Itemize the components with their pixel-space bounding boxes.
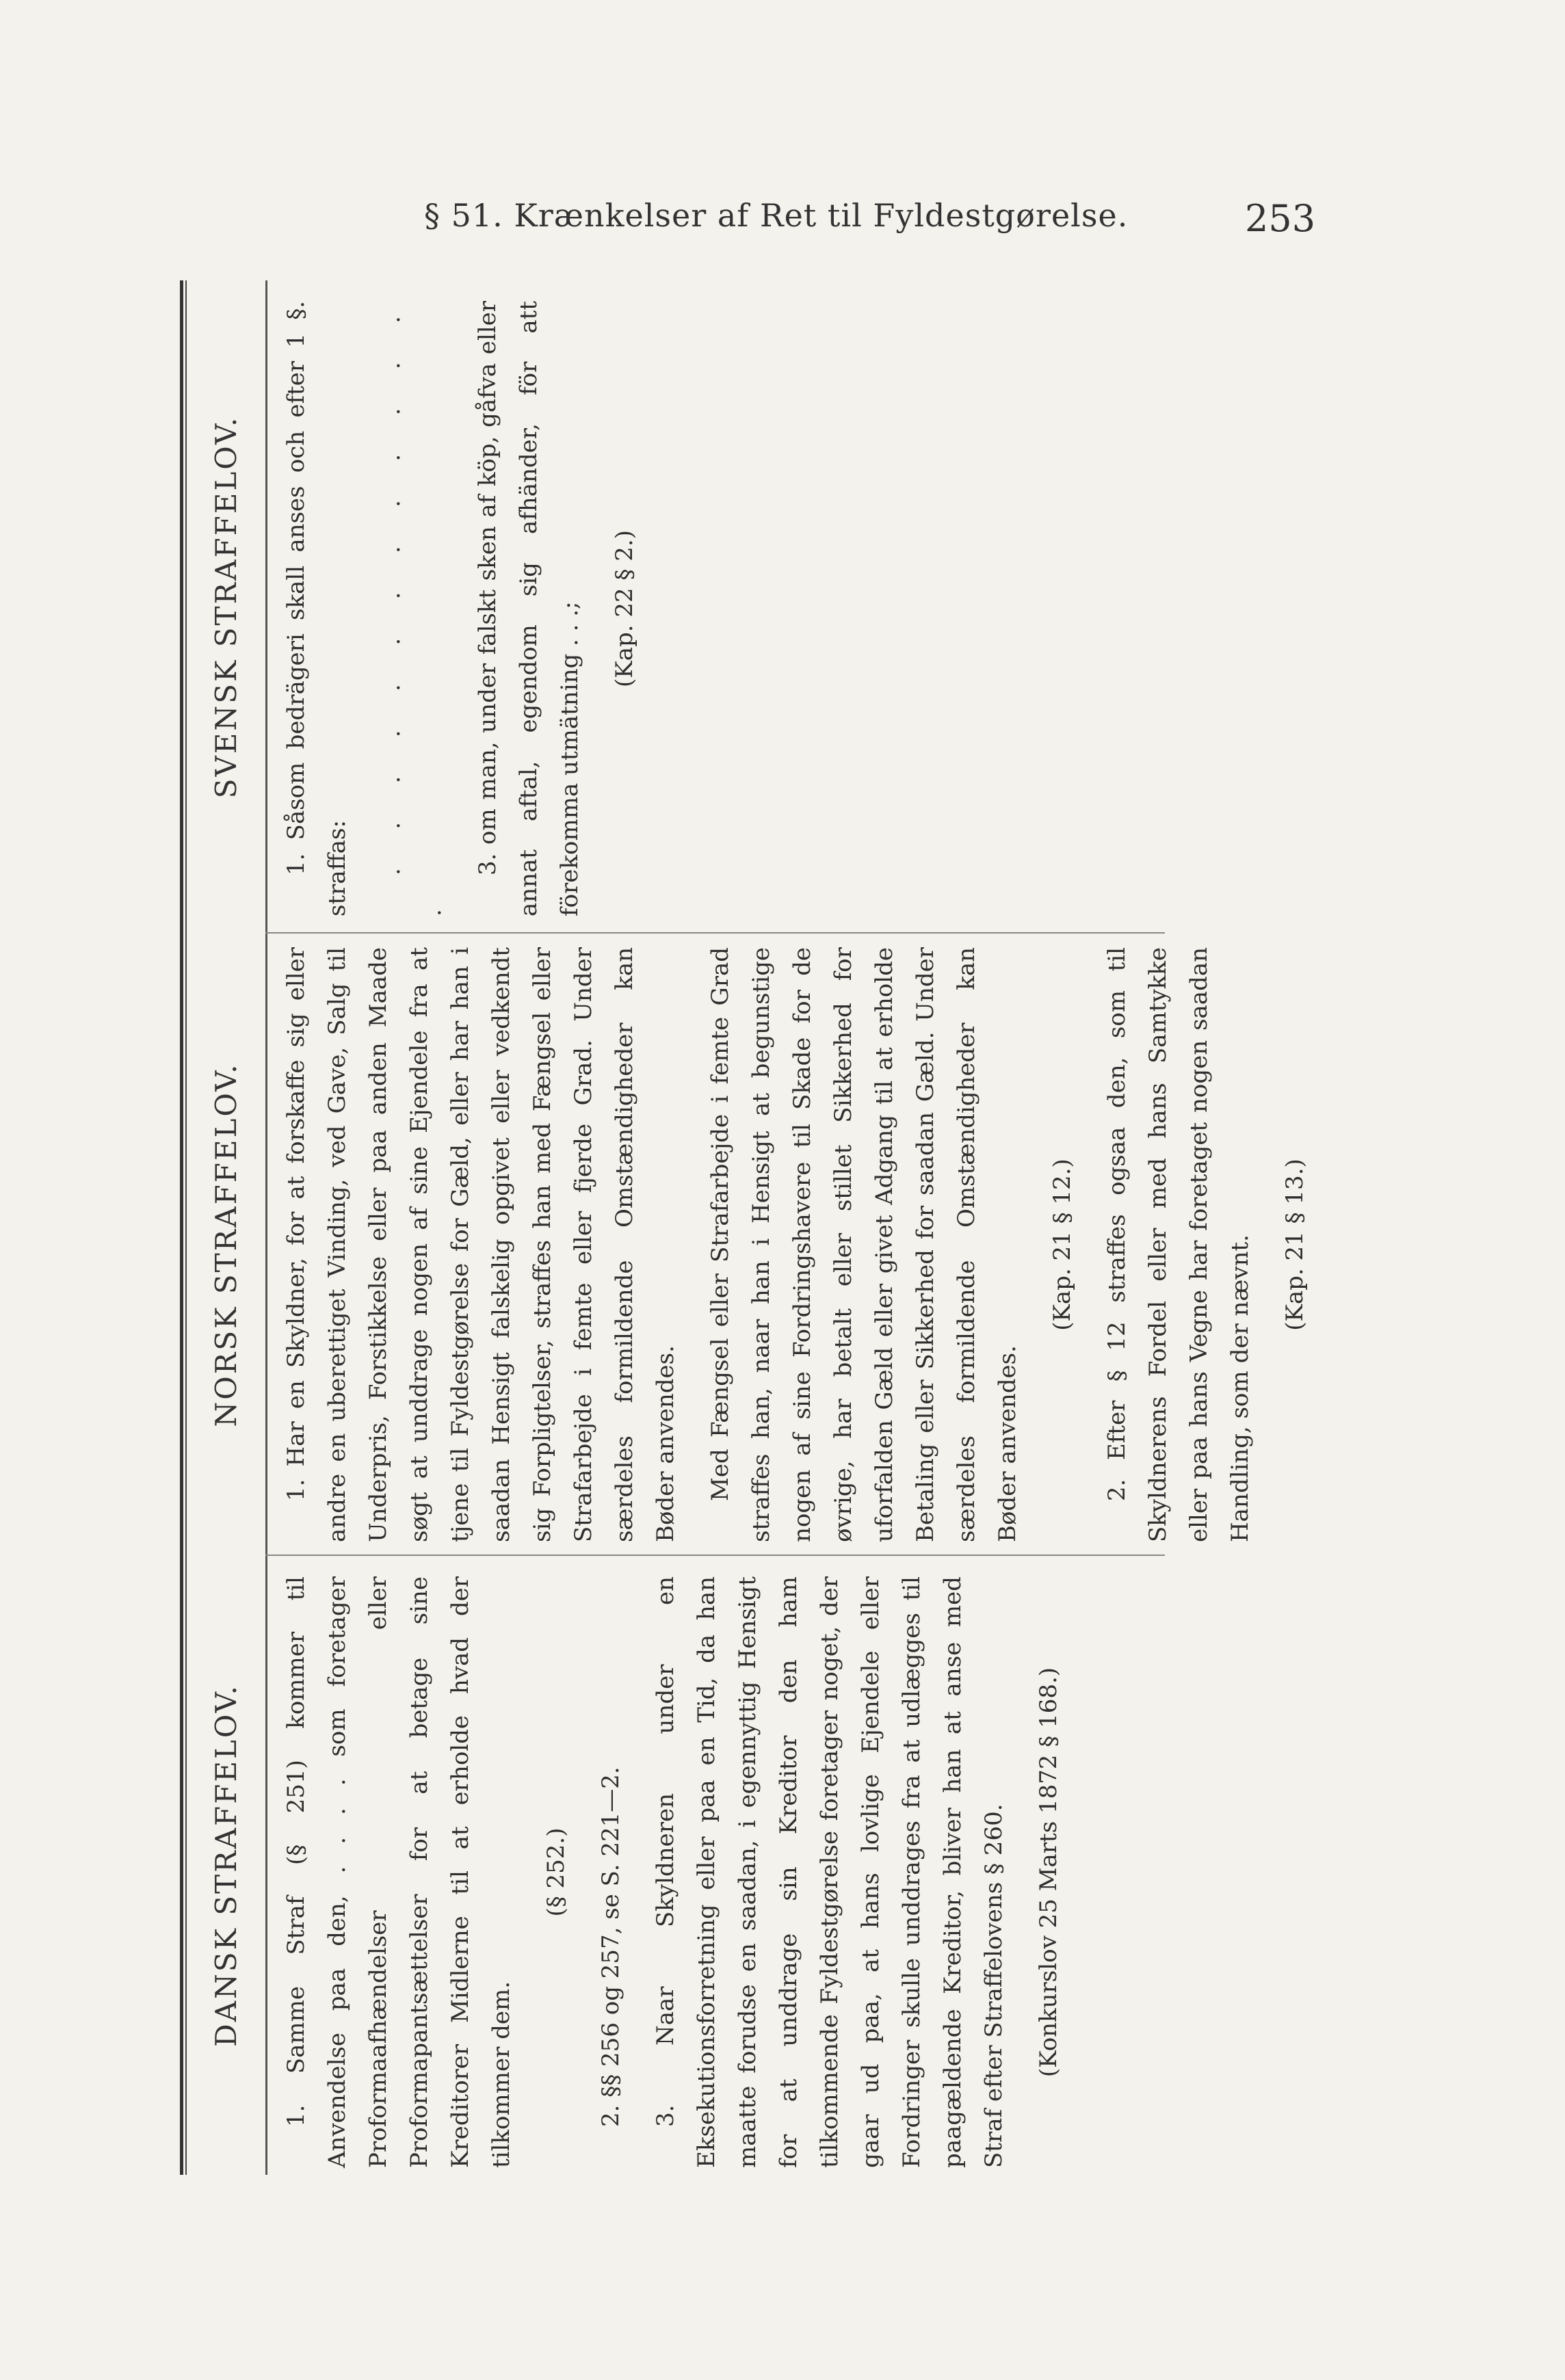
paragraph: 3. om man, under falskt sken af köp, gåfva eller annat aftal, egendom sig afhänder, för att förekomma utmätning . . .; [474, 301, 583, 916]
rotated-law-table [180, 280, 1308, 2175]
paragraph: 1. Såsom bedrägeri skall anses och efter 1 §. straffas: [282, 301, 351, 916]
table-header-rule [265, 280, 267, 2175]
column-separator [265, 932, 1165, 934]
paragraph: 1. Har en Skyldner, for at forskaffe sig eller andre en uberettiget Vinding, ved Gave, Salg til Underpris, Forstikkelse eller paa anden Maade søgt at unddrage nogen af sine Ejendele fra at tjene til Fyldestgørelse for Gæld, eller har han i saadan Hensigt falskelig opgivet eller vedkendt sig Forpligtelser, straffes han med Fængsel eller Strafarbejde i femte eller fjerde Grad. Under særdeles formildende Omstændigheder kan Bøder anvendes. [282, 947, 679, 1542]
paragraph: Med Fængsel eller Strafarbejde i femte Grad straffes han, naar han i Hensigt at begunstige nogen af sine Fordringshavere til Skade for de øvrige, har betalt eller stillet Sikkerhed for uforfalden Gæld eller givet Adgang til at erholde Betaling eller Sikkerhed for saadan Gæld. Under særdeles formildende Omstændigheder kan Bøder anvendes. [707, 947, 1021, 1542]
paragraph: 2. §§ 256 og 257, se S. 221—2. [597, 1767, 624, 2127]
page-number: 253 [1245, 197, 1316, 240]
reference: (Kap. 21 § 13.) [1281, 1159, 1308, 1331]
column-heading-svensk: SVENSK STRAFFELOV. [209, 415, 243, 799]
running-header: § 51. Krænkelser af Ret til Fyldestgørelse. [424, 197, 1129, 234]
column-svensk [276, 301, 659, 916]
paragraph: 1. Samme Straf (§ 251) kommer til Anvendelse paa den, . . . . som foretager Proformaafhændelser eller Proformapantsættelser for at betage sine Kreditorer Midlerne til at erholde hvad der tilkommer dem. [282, 1576, 515, 2168]
column-heading-dansk: DANSK STRAFFELOV. [209, 1684, 243, 2047]
reference: (§ 252.) [542, 1827, 570, 1917]
paragraph: 3. Naar Skyldneren under en Eksekutionsforretning eller paa en Tid, da han maatte forudse en saadan, i egennyttig Hensigt for at unddrage sin Kreditor den ham tilkommende Fyldestgørelse foretager noget, der gaar ud paa, at hans lovlige Ejendele eller Fordringer skulle unddrages fra at udlægges til paagældende Kreditor, bliver han at anse med Straf efter Straffelovens § 260. [652, 1576, 1008, 2168]
table-top-rule [180, 280, 183, 2175]
ellipsis-line: . . . . . . . . . . . . . . [378, 301, 447, 916]
column-separator [265, 1555, 1165, 1556]
reference: (Kap. 22 § 2.) [611, 530, 638, 687]
column-heading-norsk: NORSK STRAFFELOV. [209, 1062, 243, 1427]
reference: (Kap. 21 § 12.) [1049, 1159, 1076, 1331]
reference: (Konkurslov 25 Marts 1872 § 168.) [1035, 1667, 1062, 2078]
column-dansk [276, 1576, 1083, 2168]
paragraph: 2. Efter § 12 straffes ogsaa den, som til Skyldnerens Fordel eller med hans Samtykke eller paa hans Vegne har foretaget nogen saadan Handling, som der nævnt. [1103, 947, 1254, 1542]
column-norsk [276, 947, 1329, 1542]
law-comparison-table [180, 280, 1308, 2175]
